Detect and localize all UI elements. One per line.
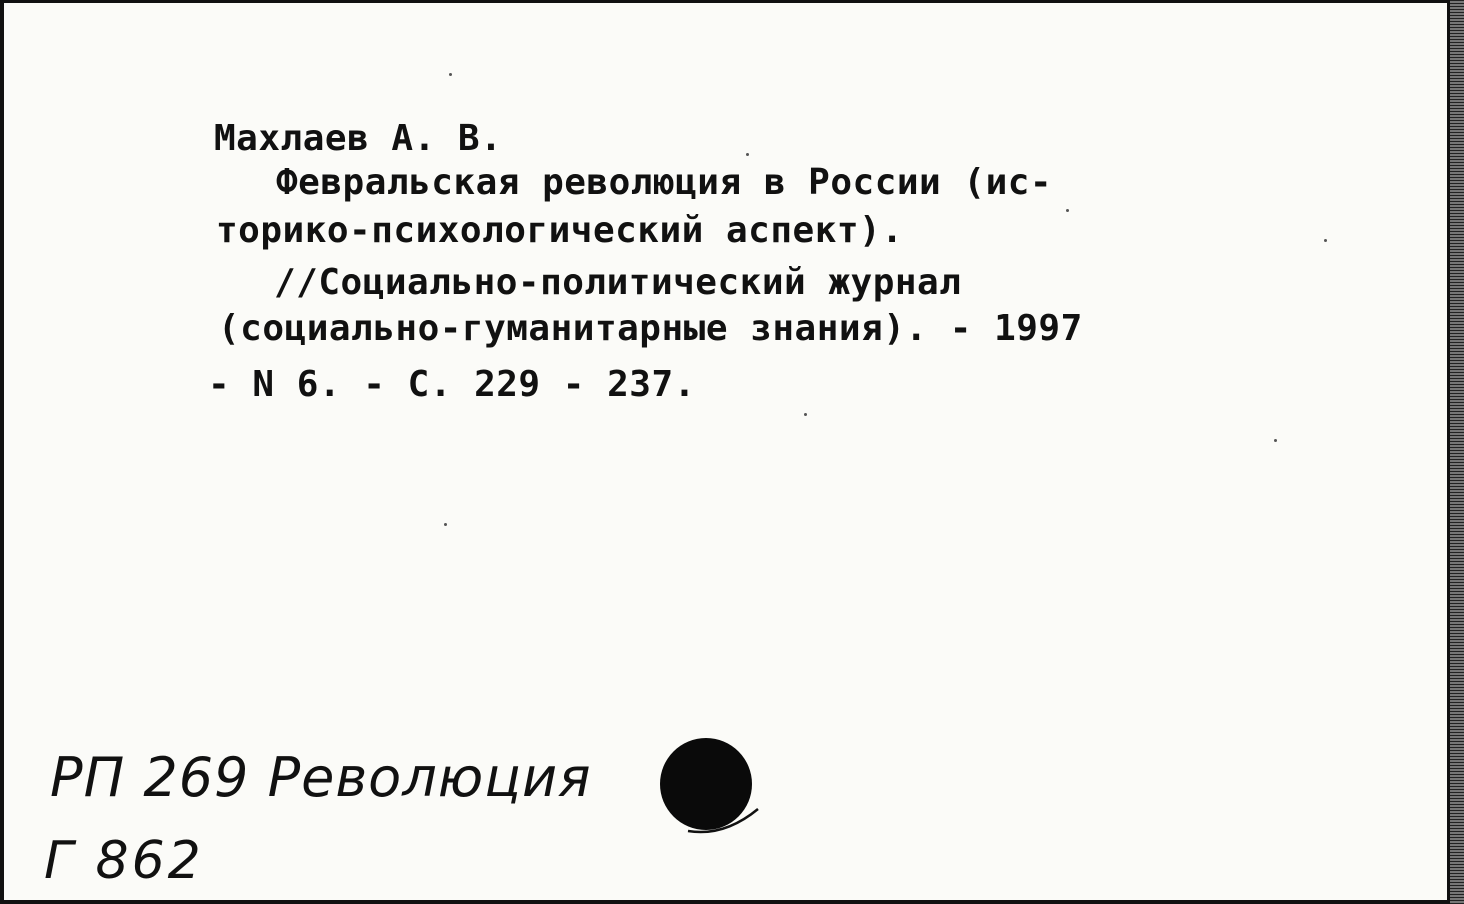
punch-hole-shadow [684,803,762,837]
issue-pages-line: - N 6. - С. 229 - 237. [208,364,696,405]
author-line: Махлаев А. В. [214,118,503,159]
paper-speck [449,73,452,76]
journal-line-1: //Социально-политический журнал [274,262,962,303]
card-edge-scan-strip [1450,0,1464,904]
handwritten-shelf-mark: Г 862 [44,831,204,891]
paper-speck [1324,239,1327,242]
paper-speck [444,523,447,526]
paper-speck [1066,209,1069,212]
title-line-2: торико-психологический аспект). [216,210,904,251]
paper-speck [746,153,749,156]
paper-speck [1274,439,1277,442]
handwritten-classification: РП 269 Революция [50,746,592,809]
paper-speck [804,413,807,416]
journal-line-2: (социально-гуманитарные знания). - 1997 [218,308,1083,349]
title-line-1: Февральская революция в России (ис- [276,162,1053,203]
